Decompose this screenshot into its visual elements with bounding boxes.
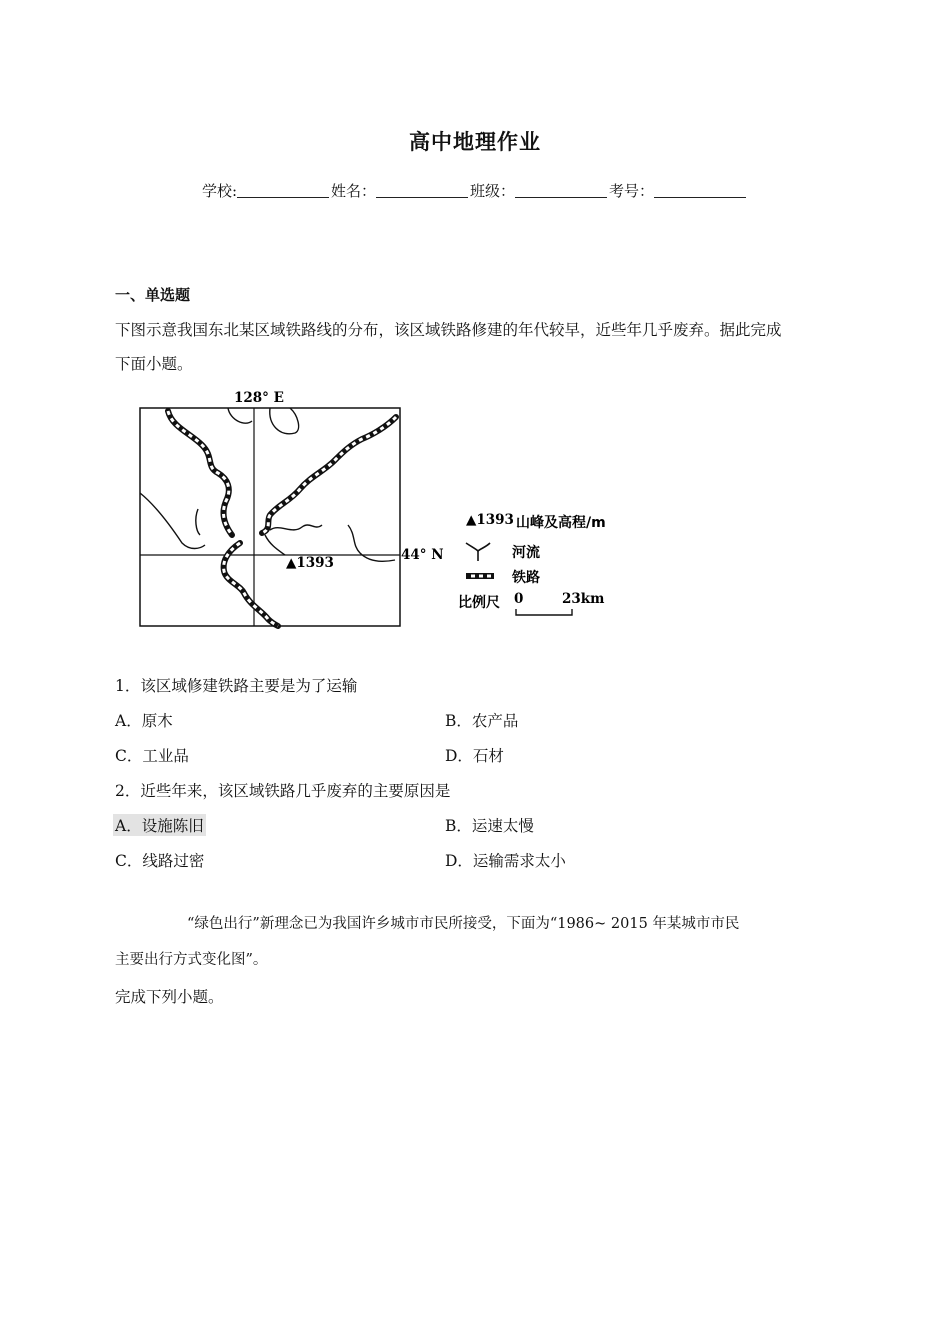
- legend-scale-label: 比例尺: [458, 595, 500, 611]
- intro-line-1: 下图示意我国东北某区域铁路线的分布，该区域铁路修建的年代较早，近些年几乎废弃。据此完成: [115, 321, 782, 339]
- passage-2-line-2: 主要出行方式变化图”。: [115, 952, 268, 968]
- railway-map: [110, 385, 630, 635]
- map-legend: [458, 512, 606, 615]
- legend-peak-text: 山峰及高程/m: [516, 515, 606, 531]
- legend-peak-symbol: ▲1393: [466, 512, 514, 528]
- passage-2-instruction: 完成下列小题。: [115, 988, 224, 1006]
- class-blank[interactable]: [515, 183, 607, 198]
- section-heading: 一、单选题: [115, 286, 191, 304]
- exam-number-blank[interactable]: [654, 183, 746, 198]
- q2-option-d[interactable]: D．运输需求太小: [445, 852, 566, 870]
- school-label: 学校:: [201, 182, 237, 200]
- page-title: 高中地理作业: [409, 130, 541, 154]
- legend-river-icon: [466, 543, 490, 561]
- railway-lines: [168, 411, 396, 626]
- latitude-label: 44° N: [401, 547, 444, 563]
- question-2-stem: 2．近些年来，该区域铁路几乎废弃的主要原因是: [115, 782, 451, 800]
- legend-railway-icon: [466, 573, 494, 579]
- q1-option-c[interactable]: C．工业品: [115, 747, 189, 765]
- q2-option-b[interactable]: B．运速太慢: [445, 817, 534, 835]
- river-lines: [140, 408, 395, 561]
- name-label: 姓名：: [331, 182, 377, 200]
- school-blank[interactable]: [237, 183, 329, 198]
- longitude-label: 128° E: [234, 390, 284, 406]
- peak-label: ▲1393: [286, 555, 334, 571]
- class-label: 班级：: [470, 182, 516, 200]
- passage-2-line-1: “绿色出行”新理念已为我国许乡城市市民所接受，下面为“1986~ 2015 年某城市市民: [187, 916, 740, 932]
- passage-2: [115, 906, 840, 978]
- legend-scale-start: 0: [514, 591, 524, 607]
- legend-scale-end: 23km: [562, 591, 605, 607]
- legend-scale-bar: [516, 609, 572, 615]
- exam-number-label: 考号：: [609, 182, 655, 200]
- q1-option-b[interactable]: B．农产品: [445, 712, 519, 730]
- intro-paragraph: [115, 313, 840, 381]
- legend-railway-text: 铁路: [512, 570, 540, 586]
- q2-option-c[interactable]: C．线路过密: [115, 852, 205, 870]
- q2-option-a[interactable]: A．设施陈旧: [113, 814, 206, 836]
- intro-line-2: 下面小题。: [115, 355, 193, 373]
- name-blank[interactable]: [376, 183, 468, 198]
- student-info-line: [0, 180, 950, 201]
- q1-option-d[interactable]: D．石材: [445, 747, 504, 765]
- legend-river-text: 河流: [512, 545, 540, 561]
- q1-option-a[interactable]: A．原木: [115, 712, 173, 730]
- question-1-stem: 1．该区域修建铁路主要是为了运输: [115, 677, 358, 695]
